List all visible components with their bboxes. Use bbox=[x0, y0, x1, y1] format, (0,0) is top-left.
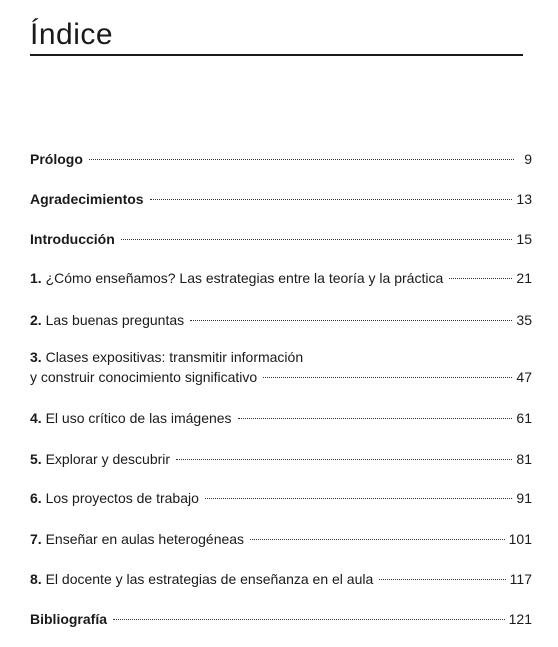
toc-entry-label: y construir conocimiento significativo bbox=[30, 369, 258, 385]
chapter-number: 5. bbox=[30, 451, 42, 467]
toc-entry-agradecimientos[interactable] bbox=[30, 189, 532, 209]
toc-entry-label-line1: Clases expositivas: transmitir información bbox=[45, 349, 304, 365]
toc-entry-page: 81 bbox=[516, 451, 532, 467]
dot-leader bbox=[190, 320, 512, 321]
toc-entry-page: 21 bbox=[516, 270, 532, 286]
toc-entry-label: Bibliografía bbox=[30, 611, 108, 627]
toc-entry-page: 15 bbox=[516, 231, 532, 247]
toc-entry-chapter-6[interactable] bbox=[30, 488, 532, 508]
toc-entry-label: Explorar y descubrir bbox=[45, 451, 171, 467]
dot-leader bbox=[176, 459, 512, 460]
toc-entry-introduccion[interactable] bbox=[30, 229, 532, 249]
dot-leader bbox=[238, 418, 513, 419]
toc-entry-chapter-1[interactable] bbox=[30, 268, 532, 288]
toc-entry-label: El docente y las estrategias de enseñanza en el aula bbox=[45, 571, 374, 587]
dot-leader bbox=[263, 377, 512, 378]
toc-entry-page: 9 bbox=[524, 151, 532, 167]
toc-entry-label: ¿Cómo enseñamos? Las estrategias entre la teoría y la práctica bbox=[45, 270, 444, 286]
toc-entry-prologo[interactable] bbox=[30, 149, 532, 169]
toc-entry-chapter-5[interactable] bbox=[30, 449, 532, 469]
title-rule bbox=[30, 54, 523, 56]
dot-leader bbox=[205, 498, 513, 499]
dot-leader bbox=[150, 199, 513, 200]
chapter-number: 4. bbox=[30, 410, 42, 426]
chapter-number: 1. bbox=[30, 270, 42, 286]
toc-entry-page: 91 bbox=[516, 490, 532, 506]
toc-entry-label: Las buenas preguntas bbox=[45, 312, 185, 328]
dot-leader bbox=[121, 239, 513, 240]
toc-entry-chapter-4[interactable] bbox=[30, 408, 532, 428]
toc-entry-page: 101 bbox=[508, 531, 532, 547]
toc-entry-label: Los proyectos de trabajo bbox=[45, 490, 199, 506]
toc-entry-label: Agradecimientos bbox=[30, 191, 144, 207]
toc-entry-label: El uso crítico de las imágenes bbox=[45, 410, 232, 426]
toc-entry-page: 13 bbox=[516, 191, 532, 207]
chapter-number: 2. bbox=[30, 312, 42, 328]
toc-entry-page: 121 bbox=[508, 611, 532, 627]
toc-entry-page: 47 bbox=[516, 369, 532, 385]
toc-entry-label: Introducción bbox=[30, 231, 115, 247]
toc-entry-label: Enseñar en aulas heterogéneas bbox=[45, 531, 245, 547]
toc-entry-chapter-2[interactable] bbox=[30, 310, 532, 330]
toc-entry-chapter-7[interactable] bbox=[30, 529, 532, 549]
page-title: Índice bbox=[30, 18, 114, 51]
toc-entry-chapter-3[interactable] bbox=[30, 347, 532, 387]
dot-leader bbox=[89, 159, 514, 160]
toc-entry-bibliografia[interactable] bbox=[30, 609, 532, 629]
toc-entry-page: 117 bbox=[509, 571, 532, 587]
chapter-number: 8. bbox=[30, 571, 42, 587]
chapter-number: 6. bbox=[30, 490, 42, 506]
dot-leader bbox=[113, 619, 505, 620]
dot-leader bbox=[250, 539, 505, 540]
chapter-number: 3. bbox=[30, 349, 42, 365]
toc-entry-chapter-8[interactable] bbox=[30, 569, 532, 589]
dot-leader bbox=[449, 278, 512, 279]
toc-entry-label: Prólogo bbox=[30, 151, 83, 167]
dot-leader bbox=[379, 579, 505, 580]
toc-entry-page: 35 bbox=[516, 312, 532, 328]
chapter-number: 7. bbox=[30, 531, 42, 547]
toc-entry-page: 61 bbox=[516, 410, 532, 426]
